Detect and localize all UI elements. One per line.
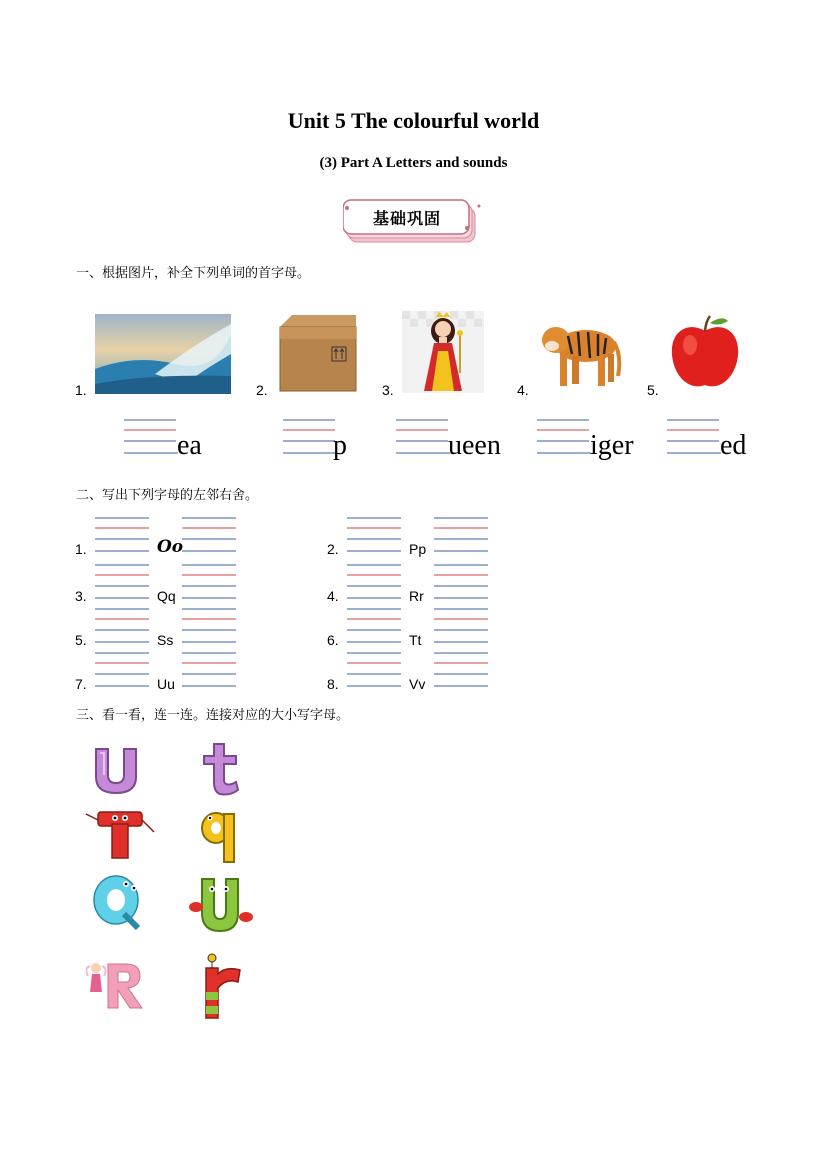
section3-heading: 三、看一看，连一连。连接对应的大小写字母。 (76, 708, 350, 723)
write-lines[interactable] (182, 651, 238, 691)
section2-heading: 二、写出下列字母的左邻右舍。 (76, 488, 259, 503)
word-suffix: ueen (448, 430, 501, 461)
letter-q-image[interactable] (198, 808, 240, 864)
letter-pair: Ss (157, 632, 174, 648)
letter-pair: Oo (157, 537, 184, 557)
letter-pair: Rr (409, 588, 424, 604)
word-suffix: iger (590, 430, 634, 461)
item1-number: 1. (75, 382, 87, 398)
write-lines[interactable] (396, 418, 450, 458)
page-subtitle: (3) Part A Letters and sounds (319, 155, 508, 171)
letter-U-image[interactable] (90, 745, 142, 795)
write-lines[interactable] (124, 418, 178, 458)
write-lines[interactable] (347, 651, 403, 691)
row3-number: 3. (75, 588, 87, 604)
letter-pair: Tt (409, 632, 422, 648)
item2-number: 2. (256, 382, 268, 398)
write-lines[interactable] (347, 516, 403, 556)
write-lines[interactable] (182, 516, 238, 556)
write-lines[interactable] (283, 418, 337, 458)
word-suffix: p (333, 430, 347, 461)
word-suffix: ed (720, 430, 747, 461)
badge-label: 基础巩固 (372, 209, 441, 228)
write-lines[interactable] (434, 607, 490, 647)
sea-wave-image (95, 314, 231, 394)
section1-heading: 一、根据图片，补全下列单词的首字母。 (76, 266, 311, 281)
write-lines[interactable] (95, 516, 151, 556)
write-lines[interactable] (182, 607, 238, 647)
letter-pair: Uu (157, 676, 175, 692)
letter-r-image[interactable] (196, 950, 248, 1022)
write-lines[interactable] (434, 516, 490, 556)
queen-image (402, 311, 484, 393)
item5-number: 5. (647, 382, 659, 398)
write-lines[interactable] (95, 563, 151, 603)
letter-pair: Vv (409, 676, 426, 692)
row5-number: 5. (75, 632, 87, 648)
write-lines[interactable] (95, 651, 151, 691)
row7-number: 7. (75, 676, 87, 692)
row4-number: 4. (327, 588, 339, 604)
write-lines[interactable] (537, 418, 591, 458)
letter-Q-image[interactable] (88, 872, 148, 932)
row8-number: 8. (327, 676, 339, 692)
page-title: Unit 5 The colourful world (287, 108, 540, 133)
letter-R-image[interactable] (86, 958, 146, 1010)
write-lines[interactable] (347, 607, 403, 647)
item4-number: 4. (517, 382, 529, 398)
row1-number: 1. (75, 541, 87, 557)
write-lines[interactable] (95, 607, 151, 647)
word-suffix: ea (177, 430, 202, 461)
cardboard-box-image (276, 313, 360, 393)
write-lines[interactable] (667, 418, 721, 458)
write-lines[interactable] (347, 563, 403, 603)
letter-pair: Qq (157, 588, 176, 604)
row6-number: 6. (327, 632, 339, 648)
write-lines[interactable] (434, 563, 490, 603)
write-lines[interactable] (434, 651, 490, 691)
item3-number: 3. (382, 382, 394, 398)
red-apple-image (668, 315, 742, 391)
letter-u-image[interactable] (188, 873, 254, 937)
letter-t-image[interactable] (200, 742, 242, 796)
letter-pair: Pp (409, 541, 427, 557)
row2-number: 2. (327, 541, 339, 557)
write-lines[interactable] (182, 563, 238, 603)
letter-T-image[interactable] (84, 806, 156, 862)
tiger-image (538, 306, 622, 392)
